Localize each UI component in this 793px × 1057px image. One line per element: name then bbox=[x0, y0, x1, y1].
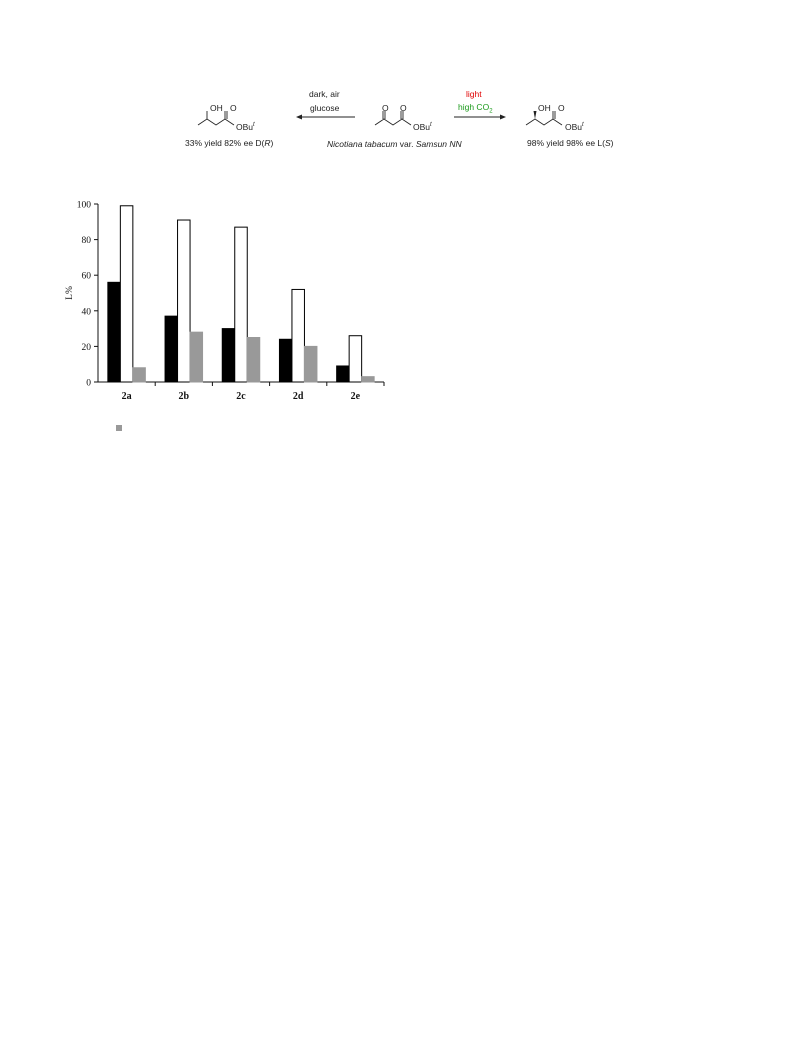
bar bbox=[292, 289, 305, 382]
right-config: S bbox=[604, 138, 611, 148]
bar bbox=[133, 368, 146, 382]
left-tert-sup: t bbox=[253, 122, 255, 128]
substrate-o-label-2: O bbox=[400, 103, 407, 113]
bar bbox=[247, 338, 260, 383]
y-tick-label: 40 bbox=[81, 307, 91, 318]
left-o-label: O bbox=[230, 103, 237, 113]
bar bbox=[165, 316, 178, 382]
x-tick-label: 2c bbox=[236, 391, 246, 402]
y-tick-label: 60 bbox=[81, 271, 91, 282]
y-tick-label: 0 bbox=[86, 378, 91, 389]
legend-marker bbox=[116, 425, 122, 431]
x-tick-label: 2e bbox=[350, 391, 361, 402]
substrate-obu-text: OBu bbox=[413, 121, 431, 132]
right-yield-text: 98% yield 98% ee L( bbox=[527, 138, 605, 148]
right-obu-text: OBu bbox=[565, 121, 583, 132]
co2-subscript: 2 bbox=[489, 108, 493, 115]
left-yield-text: 33% yield 82% ee D( bbox=[185, 138, 265, 148]
bar bbox=[120, 206, 133, 382]
substrate-tert-sup: t bbox=[430, 122, 432, 128]
bar bbox=[190, 332, 203, 382]
bar bbox=[304, 346, 317, 382]
right-condition-1: light bbox=[466, 89, 482, 99]
left-close-paren: ) bbox=[270, 138, 274, 148]
bar bbox=[235, 227, 248, 382]
y-tick-label: 20 bbox=[81, 342, 91, 353]
x-tick-label: 2a bbox=[121, 391, 132, 402]
bar bbox=[337, 366, 350, 382]
left-condition-2: glucose bbox=[310, 103, 340, 113]
left-oh-label: OH bbox=[210, 103, 223, 113]
organism-var: var. bbox=[397, 139, 416, 149]
x-tick-label: 2b bbox=[178, 391, 190, 402]
organism-cultivar: Samsun NN bbox=[415, 139, 462, 149]
bar bbox=[362, 377, 375, 382]
left-config: R bbox=[264, 138, 271, 148]
bar bbox=[108, 282, 121, 382]
right-tert-sup: t bbox=[582, 122, 584, 128]
y-tick-label: 100 bbox=[76, 200, 91, 211]
y-axis-label: L% bbox=[65, 286, 75, 300]
x-tick-label: 2d bbox=[292, 391, 304, 402]
co2-prefix: high CO bbox=[458, 102, 490, 112]
bar bbox=[349, 336, 362, 382]
right-o-label: O bbox=[558, 103, 565, 113]
substrate-o-label-1: O bbox=[382, 103, 389, 113]
left-obu-text: OBu bbox=[236, 121, 254, 132]
right-close-paren: ) bbox=[610, 138, 614, 148]
left-condition-1: dark, air bbox=[309, 89, 340, 99]
bar bbox=[279, 339, 292, 382]
bar bbox=[178, 220, 191, 382]
bar bbox=[222, 329, 235, 382]
y-tick-label: 80 bbox=[81, 236, 91, 247]
organism-species: Nicotiana tabacum bbox=[327, 139, 398, 149]
right-oh-label: OH bbox=[538, 103, 551, 113]
